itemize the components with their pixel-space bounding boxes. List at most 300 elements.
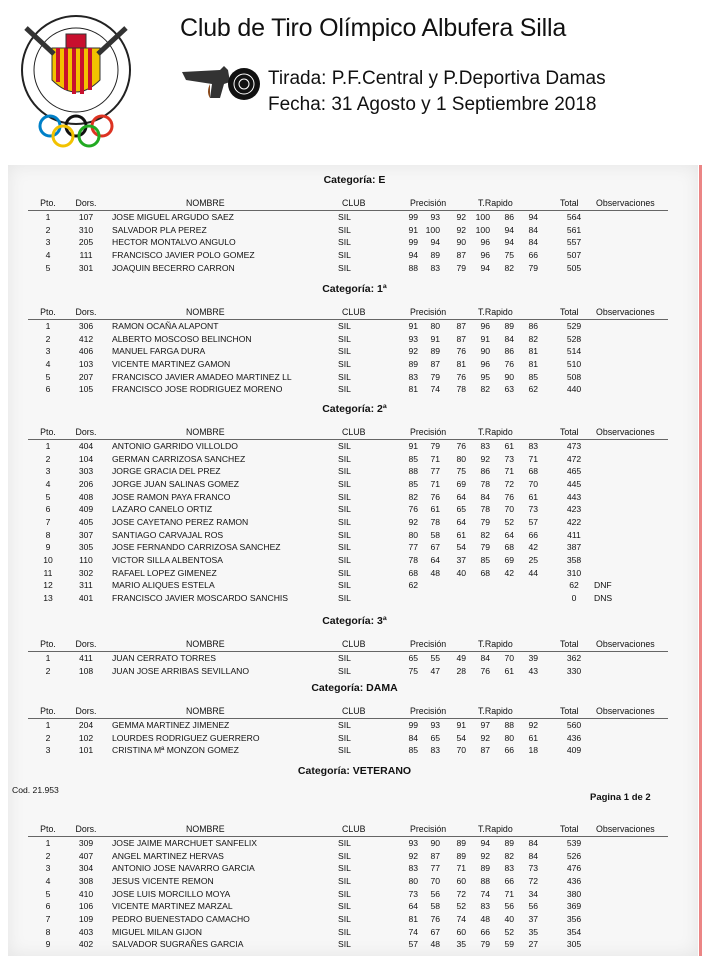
- cell-dors: 304: [78, 863, 94, 874]
- cell-nombre: JOSE MIGUEL ARGUDO SAEZ: [112, 212, 234, 222]
- cell-precision: 75: [408, 665, 418, 676]
- column-header-nombre: NOMBRE: [186, 307, 225, 317]
- cell-precision: 75: [456, 466, 466, 477]
- cell-club: SIL: [338, 653, 351, 663]
- column-header-row: [0, 427, 709, 439]
- cell-dors: 408: [78, 491, 94, 502]
- cell-club: SIL: [338, 875, 351, 886]
- column-header-trapido: T.Rapido: [478, 307, 513, 317]
- column-header-dors: Dors.: [75, 198, 97, 208]
- cell-trapido: 84: [480, 653, 490, 663]
- cell-precision: 47: [430, 665, 440, 676]
- cell-trapido: 61: [504, 441, 514, 451]
- cell-precision: 64: [430, 554, 440, 565]
- cell-total: 476: [566, 863, 582, 874]
- cell-trapido: 91: [480, 333, 490, 344]
- cell-trapido: 100: [475, 224, 490, 235]
- cell-precision: 87: [456, 249, 466, 260]
- column-header-pto: Pto.: [40, 706, 56, 716]
- cell-precision: 89: [456, 850, 466, 861]
- cell-nombre: PEDRO BUENESTADO CAMACHO: [112, 913, 250, 924]
- cell-nombre: JUAN CERRATO TORRES: [112, 653, 216, 663]
- cell-club: SIL: [338, 504, 351, 515]
- cell-total: 411: [567, 529, 581, 540]
- column-header-pto: Pto.: [40, 427, 56, 437]
- cell-precision: 74: [430, 384, 440, 395]
- cell-total: 472: [566, 453, 582, 464]
- cell-precision: 71: [430, 453, 440, 464]
- cell-precision: 65: [408, 653, 418, 663]
- table-row: [0, 250, 709, 262]
- cell-club: SIL: [338, 939, 351, 950]
- cell-precision: 99: [408, 212, 418, 222]
- cell-trapido: 66: [504, 875, 514, 886]
- column-header-dors: Dors.: [75, 824, 97, 834]
- cell-trapido: 76: [504, 491, 514, 502]
- cell-nombre: MARIO ALIQUES ESTELA: [112, 580, 215, 591]
- cell-nombre: VICENTE MARTINEZ MARZAL: [112, 901, 233, 912]
- cell-trapido: 89: [504, 321, 514, 331]
- cell-trapido: 84: [528, 224, 538, 235]
- cell-precision: 72: [456, 888, 466, 899]
- cell-club: SIL: [338, 333, 351, 344]
- column-header-club: CLUB: [342, 824, 366, 834]
- cell-total: 409: [566, 745, 582, 756]
- table-row: [0, 346, 709, 358]
- cell-nombre: GERMAN CARRIZOSA SANCHEZ: [112, 453, 246, 464]
- cell-trapido: 79: [480, 939, 490, 950]
- cell-trapido: 76: [480, 665, 490, 676]
- table-row: [0, 876, 709, 888]
- cell-total: 526: [566, 850, 582, 861]
- cell-precision: 91: [408, 321, 418, 331]
- table-row: [0, 321, 709, 333]
- column-header-club: CLUB: [342, 307, 366, 317]
- table-row: [0, 927, 709, 939]
- cell-nombre: RAMON OCAÑA ALAPONT: [112, 321, 219, 331]
- column-header-pto: Pto.: [40, 307, 56, 317]
- column-header-obs: Observaciones: [596, 307, 655, 317]
- cell-club: SIL: [338, 529, 351, 540]
- cell-nombre: FRANCISCO JAVIER AMADEO MARTINEZ LL: [112, 371, 292, 382]
- cell-precision: 89: [408, 358, 418, 369]
- table-row: [0, 372, 709, 384]
- cell-nombre: FRANCISCO JOSE RODRIGUEZ MORENO: [112, 384, 283, 395]
- cell-nombre: JOSE JAIME MARCHUET SANFELIX: [112, 838, 258, 848]
- cell-total: 436: [566, 732, 582, 743]
- cell-precision: 85: [408, 478, 418, 489]
- cell-dors: 412: [78, 333, 94, 344]
- table-row: [0, 225, 709, 237]
- cell-trapido: 70: [528, 478, 538, 489]
- cell-precision: 100: [425, 224, 440, 235]
- cell-precision: 89: [456, 838, 466, 848]
- cell-precision: 87: [456, 333, 466, 344]
- cell-trapido: 84: [528, 850, 538, 861]
- cell-total: 436: [566, 875, 582, 886]
- column-header-nombre: NOMBRE: [186, 824, 225, 834]
- cell-precision: 78: [408, 554, 418, 565]
- table-row: [0, 914, 709, 926]
- cell-precision: 64: [456, 516, 466, 527]
- cell-precision: 91: [456, 720, 466, 730]
- cell-precision: 61: [430, 504, 440, 515]
- cell-precision: 85: [408, 745, 418, 756]
- cell-dors: 205: [78, 237, 94, 248]
- cell-precision: 87: [430, 358, 440, 369]
- cell-nombre: JESUS VICENTE REMON: [112, 875, 214, 886]
- cell-total: 564: [566, 212, 582, 222]
- category-heading: Categoría: VETERANO: [297, 765, 412, 777]
- table-row: [0, 555, 709, 567]
- cell-dors: 402: [78, 939, 94, 950]
- cell-precision: 70: [456, 745, 466, 756]
- cell-dors: 110: [79, 554, 93, 565]
- category-heading: Categoría: DAMA: [311, 682, 398, 694]
- cell-nombre: SANTIAGO CARVAJAL ROS: [112, 529, 224, 540]
- cell-trapido: 86: [504, 346, 514, 357]
- table-row: [0, 441, 709, 453]
- cell-trapido: 72: [528, 875, 538, 886]
- cell-precision: 90: [456, 237, 466, 248]
- cell-precision: 62: [408, 580, 418, 591]
- cell-precision: 84: [408, 732, 418, 743]
- cell-precision: 81: [408, 384, 418, 395]
- header-underline: [28, 836, 668, 837]
- cell-trapido: 79: [480, 542, 490, 553]
- cell-nombre: ALBERTO MOSCOSO BELINCHON: [112, 333, 252, 344]
- cell-precision: 80: [408, 529, 418, 540]
- cell-precision: 83: [408, 371, 418, 382]
- table-row: [0, 745, 709, 757]
- cell-trapido: 84: [528, 838, 538, 848]
- column-header-trapido: T.Rapido: [478, 824, 513, 834]
- column-header-club: CLUB: [342, 706, 366, 716]
- cell-trapido: 40: [504, 913, 514, 924]
- cell-nombre: LAZARO CANELO ORTIZ: [112, 504, 213, 515]
- column-header-precision: Precisión: [410, 427, 447, 437]
- cell-trapido: 64: [504, 529, 514, 540]
- cell-dors: 401: [78, 592, 94, 603]
- cell-trapido: 94: [504, 237, 514, 248]
- cell-trapido: 90: [480, 346, 490, 357]
- cell-precision: 54: [456, 732, 466, 743]
- table-row: [0, 851, 709, 863]
- cell-pto: 3: [45, 745, 51, 756]
- column-header-row: [0, 198, 709, 210]
- cell-dors: 411: [79, 653, 93, 663]
- cell-pto: 6: [45, 901, 51, 912]
- column-header-total: Total: [560, 198, 579, 208]
- cell-dors: 403: [78, 926, 94, 937]
- cell-trapido: 72: [504, 478, 514, 489]
- column-header-dors: Dors.: [75, 427, 97, 437]
- cell-club: SIL: [338, 926, 351, 937]
- cell-trapido: 42: [528, 542, 538, 553]
- cell-precision: 37: [456, 554, 466, 565]
- cell-total: 423: [566, 504, 582, 515]
- cell-trapido: 66: [480, 926, 490, 937]
- cell-precision: 67: [430, 926, 440, 937]
- cell-total: 369: [566, 901, 582, 912]
- cell-precision: 73: [408, 888, 418, 899]
- cell-trapido: 94: [528, 212, 538, 222]
- cell-club: SIL: [338, 665, 351, 676]
- cell-nombre: JORGE JUAN SALINAS GOMEZ: [112, 478, 240, 489]
- cell-precision: 76: [456, 441, 466, 451]
- cell-trapido: 81: [528, 358, 538, 369]
- table-row: [0, 838, 709, 850]
- cell-trapido: 83: [504, 863, 514, 874]
- cell-trapido: 86: [528, 321, 538, 331]
- cell-nombre: ANTONIO JOSE NAVARRO GARCIA: [112, 863, 255, 874]
- cell-precision: 79: [430, 371, 440, 382]
- cell-total: 443: [566, 491, 582, 502]
- cell-dors: 311: [79, 580, 93, 591]
- cell-club: SIL: [338, 453, 351, 464]
- column-header-dors: Dors.: [75, 706, 97, 716]
- cell-pto: 2: [45, 732, 51, 743]
- cell-club: SIL: [338, 384, 351, 395]
- cell-trapido: 52: [504, 516, 514, 527]
- cell-precision: 77: [430, 466, 440, 477]
- cell-pto: 5: [45, 262, 51, 273]
- cell-precision: 83: [408, 863, 418, 874]
- cell-total: 528: [566, 333, 582, 344]
- cell-trapido: 35: [528, 926, 538, 937]
- cell-precision: 55: [430, 653, 440, 663]
- cell-trapido: 96: [480, 321, 490, 331]
- cell-trapido: 25: [528, 554, 538, 565]
- cell-precision: 80: [456, 453, 466, 464]
- table-row: [0, 901, 709, 913]
- cell-total: 465: [566, 466, 582, 477]
- cell-club: SIL: [338, 478, 351, 489]
- cell-precision: 92: [408, 850, 418, 861]
- cell-pto: 2: [45, 224, 51, 235]
- column-header-obs: Observaciones: [596, 706, 655, 716]
- cell-trapido: 18: [528, 745, 538, 756]
- cell-precision: 78: [430, 516, 440, 527]
- cell-precision: 65: [456, 504, 466, 515]
- table-row: [0, 517, 709, 529]
- table-row: [0, 580, 709, 592]
- cell-precision: 67: [430, 542, 440, 553]
- column-header-row: [0, 706, 709, 718]
- column-header-trapido: T.Rapido: [478, 427, 513, 437]
- cell-precision: 92: [408, 516, 418, 527]
- cell-club: SIL: [338, 237, 351, 248]
- cell-nombre: RAFAEL LOPEZ GIMENEZ: [112, 567, 217, 578]
- cell-precision: 92: [408, 346, 418, 357]
- cell-trapido: 84: [528, 237, 538, 248]
- cell-club: SIL: [338, 371, 351, 382]
- cell-total: 445: [566, 478, 582, 489]
- cell-total: 356: [566, 913, 582, 924]
- cell-precision: 60: [456, 926, 466, 937]
- cell-trapido: 82: [480, 529, 490, 540]
- cell-dors: 309: [78, 838, 94, 848]
- cell-trapido: 71: [504, 466, 514, 477]
- cell-trapido: 94: [480, 262, 490, 273]
- column-header-precision: Precisión: [410, 198, 447, 208]
- header-underline: [28, 210, 668, 211]
- cell-precision: 70: [430, 875, 440, 886]
- cell-observaciones: DNS: [594, 592, 613, 603]
- cell-precision: 60: [456, 875, 466, 886]
- cell-trapido: 83: [528, 441, 538, 451]
- cell-pto: 4: [45, 249, 51, 260]
- column-header-obs: Observaciones: [596, 824, 655, 834]
- cell-precision: 74: [456, 913, 466, 924]
- table-row: [0, 720, 709, 732]
- cell-total: 422: [566, 516, 582, 527]
- cell-nombre: ANGEL MARTINEZ HERVAS: [112, 850, 224, 861]
- cell-pto: 9: [45, 939, 51, 950]
- cell-club: SIL: [338, 580, 351, 591]
- cell-dors: 405: [78, 516, 94, 527]
- cell-club: SIL: [338, 249, 351, 260]
- cell-trapido: 61: [504, 665, 514, 676]
- cell-pto: 2: [45, 333, 51, 344]
- cell-nombre: JOSE LUIS MORCILLO MOYA: [112, 888, 231, 899]
- cell-trapido: 86: [504, 212, 514, 222]
- cell-trapido: 48: [480, 913, 490, 924]
- cell-trapido: 63: [504, 384, 514, 395]
- cell-dors: 105: [78, 384, 94, 395]
- column-header-obs: Observaciones: [596, 639, 655, 649]
- cell-precision: 94: [408, 249, 418, 260]
- cell-club: SIL: [338, 542, 351, 553]
- cell-trapido: 59: [504, 939, 514, 950]
- cell-pto: 7: [45, 913, 51, 924]
- column-header-precision: Precisión: [410, 307, 447, 317]
- cell-precision: 69: [456, 478, 466, 489]
- cell-precision: 81: [456, 358, 466, 369]
- cell-dors: 107: [78, 212, 94, 222]
- cell-nombre: CRISTINA Mª MONZON GOMEZ: [112, 745, 239, 756]
- cell-nombre: MANUEL FARGA DURA: [112, 346, 206, 357]
- cell-trapido: 92: [528, 720, 538, 730]
- cell-trapido: 83: [480, 441, 490, 451]
- cell-club: SIL: [338, 441, 351, 451]
- cell-club: SIL: [338, 863, 351, 874]
- cell-trapido: 85: [480, 554, 490, 565]
- cell-nombre: HECTOR MONTALVO ANGULO: [112, 237, 236, 248]
- cell-trapido: 56: [528, 901, 538, 912]
- cell-total: 440: [566, 384, 582, 395]
- cell-total: 560: [566, 720, 582, 730]
- cell-trapido: 79: [480, 516, 490, 527]
- cell-pto: 5: [45, 491, 51, 502]
- cell-total: 387: [566, 542, 582, 553]
- cell-dors: 301: [78, 262, 94, 273]
- cell-total: 354: [566, 926, 582, 937]
- table-row: [0, 666, 709, 678]
- cell-pto: 5: [45, 371, 51, 382]
- cell-precision: 78: [456, 384, 466, 395]
- column-header-trapido: T.Rapido: [478, 198, 513, 208]
- cell-precision: 76: [430, 913, 440, 924]
- column-header-pto: Pto.: [40, 824, 56, 834]
- cell-dors: 206: [78, 478, 94, 489]
- cell-trapido: 95: [480, 371, 490, 382]
- cell-precision: 79: [456, 262, 466, 273]
- cell-dors: 406: [78, 346, 94, 357]
- cell-club: SIL: [338, 346, 351, 357]
- table-row: [0, 384, 709, 396]
- cell-precision: 58: [430, 529, 440, 540]
- cell-dors: 104: [78, 453, 94, 464]
- cell-dors: 109: [78, 913, 94, 924]
- cell-dors: 306: [78, 321, 94, 331]
- cell-nombre: FRANCISCO JAVIER MOSCARDO SANCHIS: [112, 592, 289, 603]
- cell-precision: 64: [408, 901, 418, 912]
- cell-pto: 1: [45, 653, 51, 663]
- cell-trapido: 90: [504, 371, 514, 382]
- table-row: [0, 454, 709, 466]
- cell-total: 539: [566, 838, 582, 848]
- cell-precision: 87: [430, 850, 440, 861]
- header-underline: [28, 651, 668, 652]
- cell-trapido: 27: [528, 939, 538, 950]
- table-row: [0, 530, 709, 542]
- cell-trapido: 92: [480, 453, 490, 464]
- category-heading: Categoría: 3ª: [322, 615, 387, 627]
- cell-trapido: 57: [528, 516, 538, 527]
- cell-pto: 13: [43, 592, 53, 603]
- cell-club: SIL: [338, 888, 351, 899]
- cell-precision: 88: [408, 262, 418, 273]
- cell-precision: 91: [430, 333, 440, 344]
- cell-trapido: 62: [528, 384, 538, 395]
- cell-trapido: 97: [480, 720, 490, 730]
- cell-pto: 1: [45, 212, 51, 222]
- cell-trapido: 39: [528, 653, 538, 663]
- cell-dors: 204: [78, 720, 94, 730]
- cell-precision: 93: [408, 333, 418, 344]
- cell-precision: 58: [430, 901, 440, 912]
- table-row: [0, 479, 709, 491]
- header-underline: [28, 319, 668, 320]
- cell-nombre: JORGE GRACIA DEL PREZ: [112, 466, 221, 477]
- cell-trapido: 85: [528, 371, 538, 382]
- cell-nombre: FRANCISCO JAVIER POLO GOMEZ: [112, 249, 255, 260]
- cell-precision: 64: [456, 491, 466, 502]
- cell-nombre: SALVADOR SUGRAÑES GARCIA: [112, 939, 244, 950]
- cell-club: SIL: [338, 913, 351, 924]
- cell-dors: 111: [79, 249, 93, 260]
- cell-nombre: VICENTE MARTINEZ GAMON: [112, 358, 231, 369]
- cell-club: SIL: [338, 321, 351, 331]
- cell-total: 507: [566, 249, 582, 260]
- column-header-total: Total: [560, 824, 579, 834]
- column-header-row: [0, 307, 709, 319]
- cell-precision: 87: [456, 321, 466, 331]
- category-heading: Categoría: 2ª: [322, 403, 387, 415]
- table-row: [0, 359, 709, 371]
- cell-total: 330: [566, 665, 582, 676]
- cell-total: 510: [566, 358, 582, 369]
- cell-trapido: 96: [480, 358, 490, 369]
- cell-trapido: 56: [504, 901, 514, 912]
- cell-total: 362: [566, 653, 582, 663]
- cell-precision: 48: [430, 939, 440, 950]
- cell-trapido: 92: [480, 732, 490, 743]
- cell-club: SIL: [338, 720, 351, 730]
- tirada-text: Tirada: P.F.Central y P.Deportiva Damas: [268, 68, 606, 89]
- cell-pto: 4: [45, 358, 51, 369]
